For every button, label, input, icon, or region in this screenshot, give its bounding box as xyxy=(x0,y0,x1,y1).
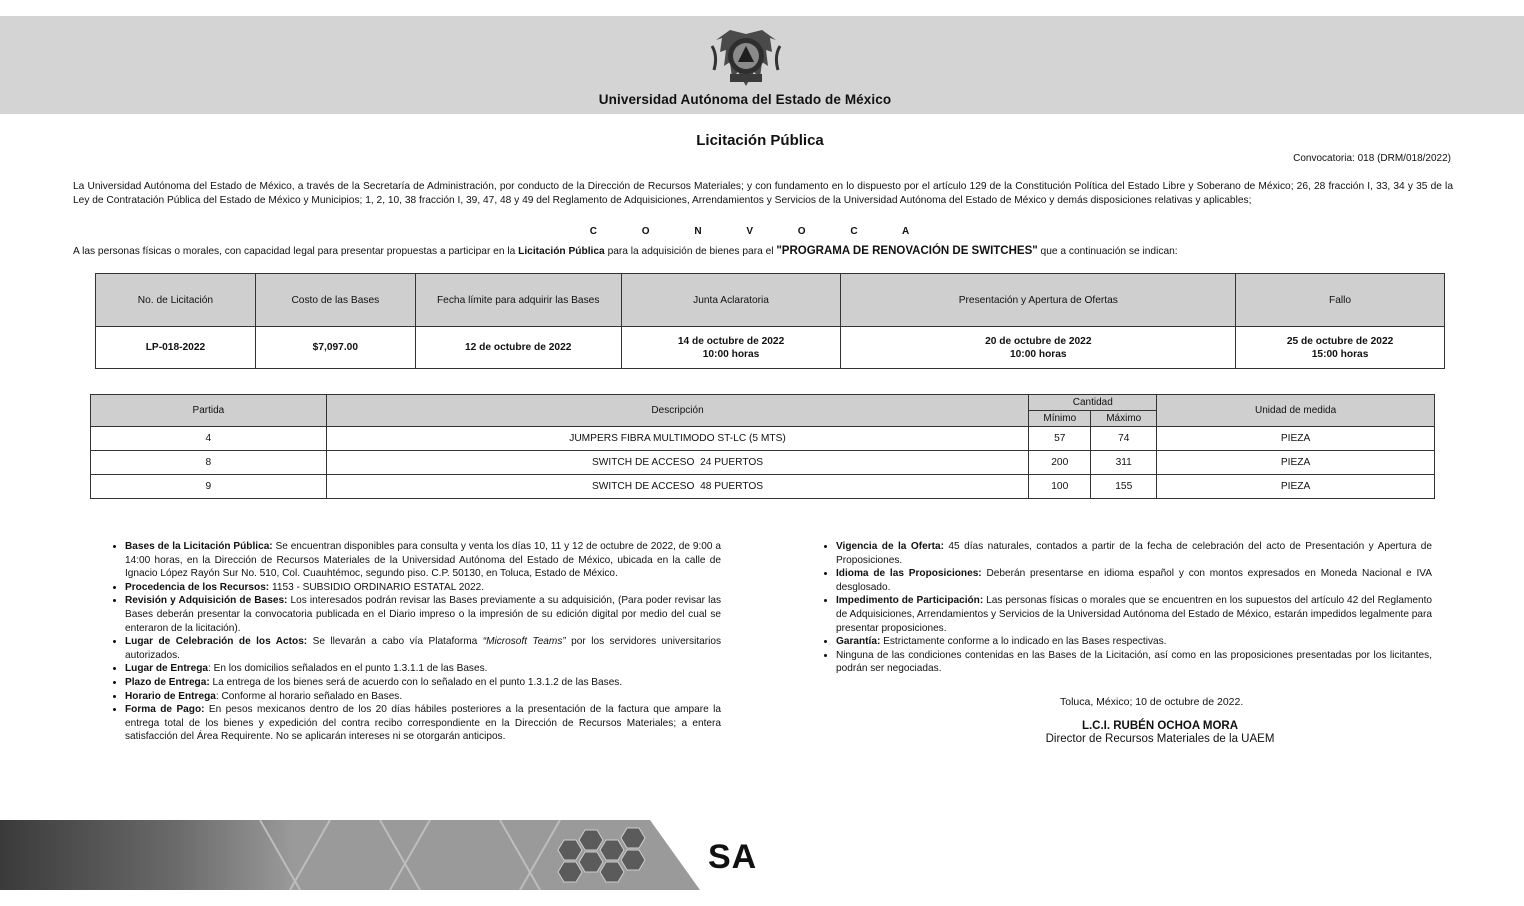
cell: 57 xyxy=(1029,427,1091,451)
university-name: Universidad Autónoma del Estado de México xyxy=(598,92,892,107)
header-cell: Fallo xyxy=(1236,274,1445,327)
cell: PIEZA xyxy=(1157,451,1435,475)
header-banner xyxy=(0,16,1524,114)
conditions-right xyxy=(812,540,1432,676)
signature-block xyxy=(1046,720,1275,746)
header-cell: Unidad de medida xyxy=(1157,395,1435,427)
cell: SWITCH DE ACCESO 24 PUERTOS xyxy=(326,451,1029,475)
cell: SWITCH DE ACCESO 48 PUERTOS xyxy=(326,475,1029,499)
cell: JUMPERS FIBRA MULTIMODO ST-LC (5 MTS) xyxy=(326,427,1029,451)
cell: 100 xyxy=(1029,475,1091,499)
signer-position: Director de Recursos Materiales de la UAEM xyxy=(1045,733,1275,745)
convoca-heading: C O N V O C A xyxy=(589,226,931,237)
table-header-row xyxy=(96,274,1445,327)
partidas-table xyxy=(90,394,1435,499)
cell: 74 xyxy=(1091,427,1157,451)
list-item: • Vigencia de la Oferta: 45 días naturales, contados a partir de la fecha de celebración del acto de Presentación y Apertura de Proposiciones. xyxy=(836,540,1432,567)
list-item: • Lugar de Entrega: En los domicilios señalados en el punto 1.3.1.1 de las Bases. xyxy=(125,662,721,676)
list-item: • Garantía: Estrictamente conforme a lo indicado en las Bases respectivas. xyxy=(836,635,1432,649)
intro-paragraph: La Universidad Autónoma del Estado de México, a través de la Secretaría de Administración, por conducto de la Dirección de Recursos Materiales; y con fundamento en lo dispuesto por el artículo 129 de la Constitución Política del Estado Libre y Soberano de México; 26, 28 fracción I, 33, 34 y 35 de la Ley de Contratación Pública del Estado de México y Municipios; 1, 2, 10, 38 fracción I, 39, 47, 48 y 49 del Reglamento de Adquisiciones, Arrendamientos y Servicios de la Universidad Autónoma del Estado de México y demás disposiciones relativas y aplicables; xyxy=(73,181,1453,206)
cell: 4 xyxy=(91,427,327,451)
footer-label: SA xyxy=(708,838,758,876)
cell: 155 xyxy=(1091,475,1157,499)
cell: PIEZA xyxy=(1157,427,1435,451)
list-item: • Ninguna de las condiciones contenidas en las Bases de la Licitación, así como en las proposiciones presentadas por los licitantes, podrán ser negociadas. xyxy=(836,649,1432,676)
fallo-cell: 25 de octubre de 2022 15:00 horas xyxy=(1236,327,1445,369)
list-item: • Forma de Pago: En pesos mexicanos dentro de los 20 días hábiles posteriores a la presentación de la factura que ampare la entrega total de los bienes y expedición del contra recibo correspondiente en la Dirección de Recursos Materiales; a entera satisfacción del Área Requirente. No se aplicarán intereses ni se otorgarán anticipos. xyxy=(125,703,721,744)
header-cell: Fecha límite para adquirir las Bases xyxy=(415,274,621,327)
header-cell: No. de Licitación xyxy=(96,274,256,327)
list-item: • Revisión y Adquisición de Bases: Los interesados podrán revisar las Bases previamente a su adquisición, (Para poder revisar las Bases deberán presentar la convocatoria publicada en el Diario impreso o la impresión de su edición digital por medio del cual se enteraron de la licitación). xyxy=(125,594,721,635)
cell: 200 xyxy=(1029,451,1091,475)
list-item: • Plazo de Entrega: La entrega de los bienes será de acuerdo con lo señalado en el punto 1.3.1.2 de las Bases. xyxy=(125,676,721,690)
university-seal-logo xyxy=(708,26,784,92)
footer-banner xyxy=(0,820,1524,890)
junta-cell: 14 de octubre de 2022 10:00 horas xyxy=(621,327,841,369)
list-item: • Horario de Entrega: Conforme al horario señalado en Bases. xyxy=(125,690,721,704)
table-row xyxy=(91,451,1435,475)
header-cell: Junta Aclaratoria xyxy=(621,274,841,327)
licitacion-number: LP-018-2022 xyxy=(96,327,256,369)
header-cell: Presentación y Apertura de Ofertas xyxy=(841,274,1236,327)
convocatoria-number: Convocatoria: 018 (DRM/018/2022) xyxy=(1293,153,1451,164)
header-cell: Máximo xyxy=(1091,411,1157,427)
bases-cost: $7,097.00 xyxy=(255,327,415,369)
deadline-date: 12 de octubre de 2022 xyxy=(415,327,621,369)
signer-name: L.C.I. RUBÉN OCHOA MORA xyxy=(1081,720,1239,732)
list-item: • Procedencia de los Recursos: 1153 - SUBSIDIO ORDINARIO ESTATAL 2022. xyxy=(125,581,721,595)
cell: 311 xyxy=(1091,451,1157,475)
list-item: • Idioma de las Proposiciones: Deberán presentarse en idioma español y con montos expresados en Moneda Nacional e IVA desglosado. xyxy=(836,567,1432,594)
cell: 9 xyxy=(91,475,327,499)
header-cell: Partida xyxy=(91,395,327,427)
header-cell: Cantidad xyxy=(1029,395,1157,411)
conditions-left xyxy=(101,540,721,744)
list-item: • Bases de la Licitación Pública: Se encuentran disponibles para consulta y venta los días 10, 11 y 12 de octubre de 2022, de 9:00 a 14:00 horas, en la Dirección de Recursos Materiales de la Universidad Autónoma del Estado de México, ubicada en la calle de Ignacio López Rayón Sur No. 510, Col. Cuauhtémoc, segundo piso. C.P. 50130, en Toluca, Estado de México. xyxy=(125,540,721,581)
convoca-line: A las personas físicas o morales, con capacidad legal para presentar propuestas a participar en la Licitación Pública para la adquisición de bienes para el "PROGRAMA DE RENOVACIÓN DE SWITCHES" que a continuación se indican: xyxy=(73,245,1178,257)
place-date: Toluca, México; 10 de octubre de 2022. xyxy=(1060,696,1244,708)
table-row xyxy=(91,475,1435,499)
header-cell: Mínimo xyxy=(1029,411,1091,427)
licitacion-table xyxy=(95,273,1445,369)
cell: PIEZA xyxy=(1157,475,1435,499)
header-cell: Costo de las Bases xyxy=(255,274,415,327)
cell: 8 xyxy=(91,451,327,475)
page-title: Licitación Pública xyxy=(696,132,824,149)
table-header-row xyxy=(91,395,1435,411)
list-item: • Impedimento de Participación: Las personas físicas o morales que se encuentren en los supuestos del artículo 42 del Reglamento de Adquisiciones, Arrendamientos y Servicios de la Universidad Autónoma del Estado de México, estarán impedidos legalmente para presentar proposiciones. xyxy=(836,594,1432,635)
list-item: • Lugar de Celebración de los Actos: Se llevarán a cabo vía Plataforma “Microsoft Teams” por los servidores universitarios autorizados. xyxy=(125,635,721,662)
table-row xyxy=(91,427,1435,451)
presentacion-cell: 20 de octubre de 2022 10:00 horas xyxy=(841,327,1236,369)
table-row xyxy=(96,327,1445,369)
header-cell: Descripción xyxy=(326,395,1029,427)
